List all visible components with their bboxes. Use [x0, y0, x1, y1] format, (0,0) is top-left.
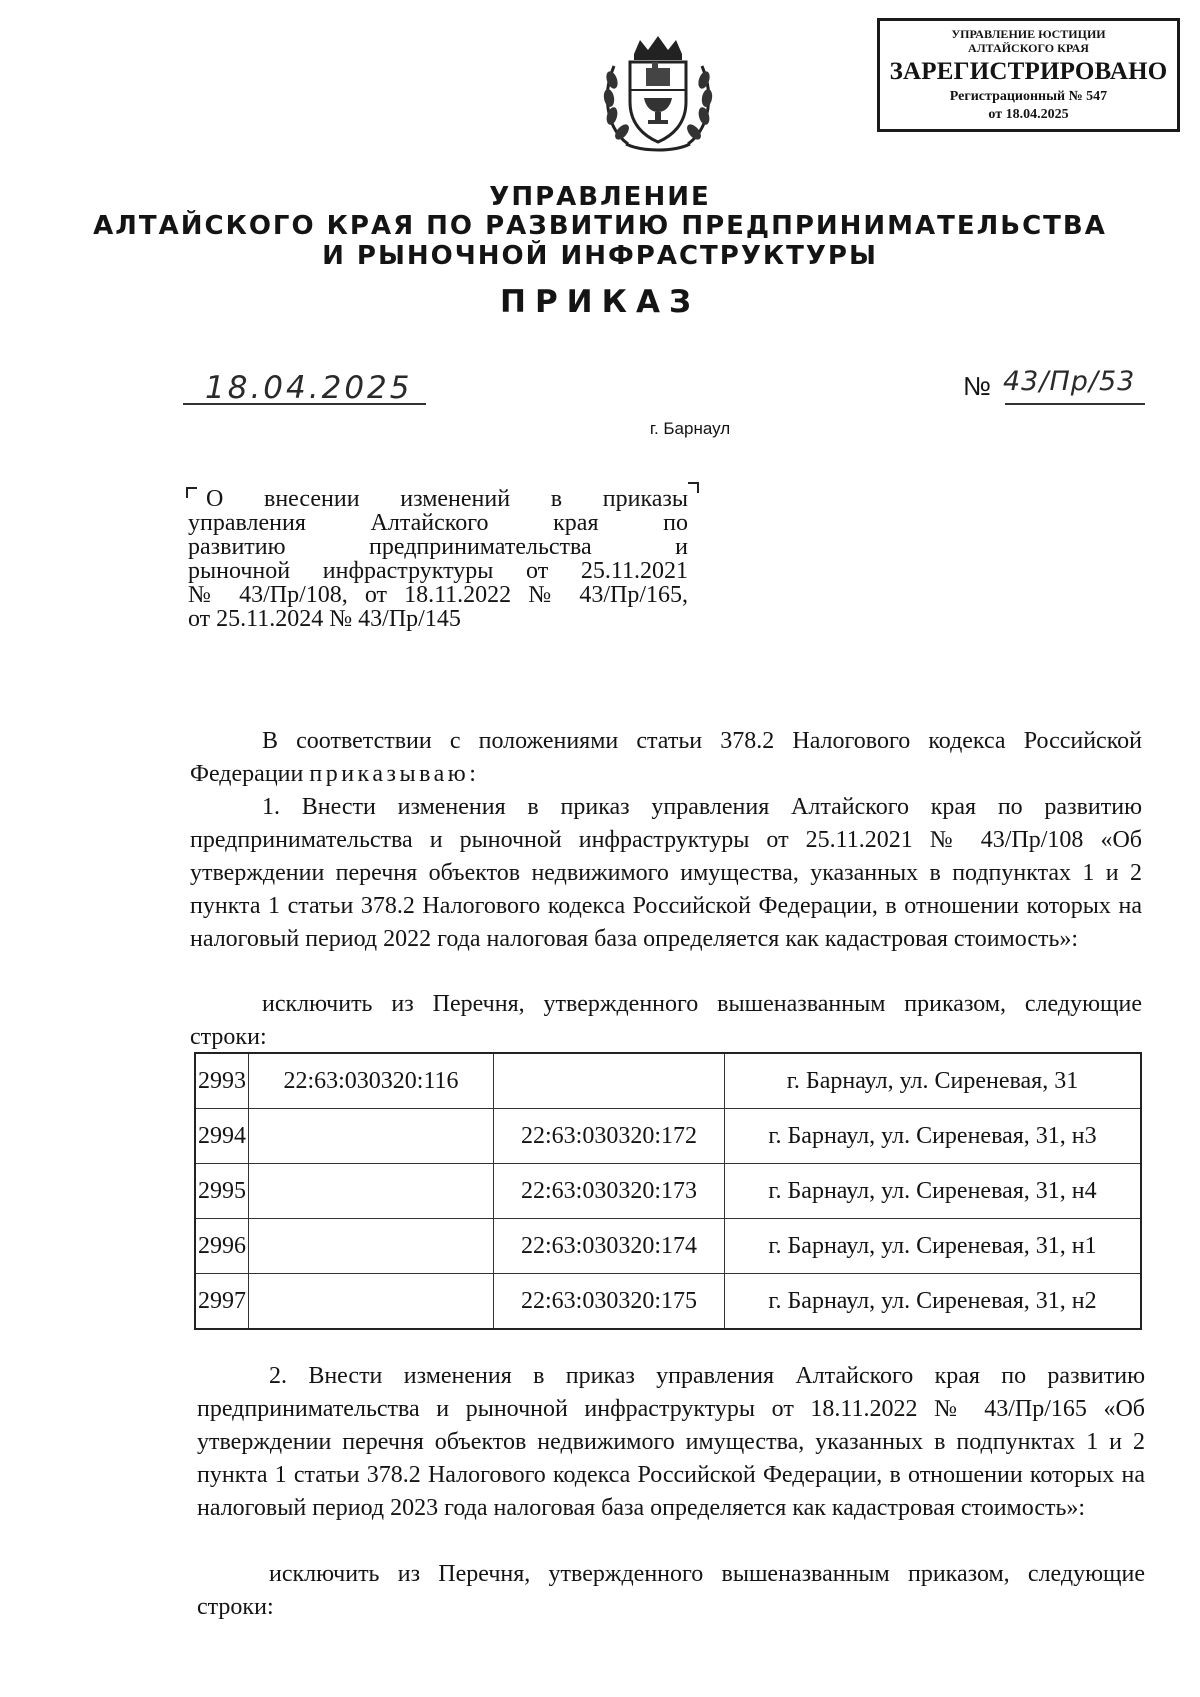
- number-sign: №: [963, 371, 991, 401]
- object-address: г. Барнаул, ул. Сиреневая, 31, н1: [725, 1219, 1142, 1274]
- building-cadastral-number: [249, 1274, 494, 1330]
- order-number: 43/Пр/53: [1003, 366, 1136, 397]
- row-number: 2994: [195, 1109, 249, 1164]
- title-line-3: развитию предпринимательства и: [188, 534, 688, 560]
- agency-name-line1: УПРАВЛЕНИЕ: [489, 182, 711, 212]
- order-date: 18.04.2025: [205, 370, 413, 406]
- table-row: [195, 1274, 1141, 1330]
- intro-text: В соответствии с положениями статьи 378.2 Налогового кодекса Российской Федерации: [190, 728, 1142, 787]
- row-number: 2996: [195, 1219, 249, 1274]
- object-address: г. Барнаул, ул. Сиреневая, 31, н4: [725, 1164, 1142, 1219]
- item-1-exclude-paragraph: исключить из Перечня, утвержденного вышеназванным приказом, следующие строки:: [190, 991, 1142, 1050]
- number-underline: [1005, 403, 1145, 405]
- title-line-6: от 25.11.2024 № 43/Пр/145: [188, 606, 461, 632]
- row-number: 2993: [195, 1053, 249, 1109]
- building-cadastral-number: [249, 1109, 494, 1164]
- excluded-rows-table: [194, 1052, 1142, 1330]
- agency-name-line3: И РЫНОЧНОЙ ИНФРАСТРУКТУРЫ: [322, 241, 878, 271]
- intro-colon: :: [469, 761, 476, 787]
- row-number: 2997: [195, 1274, 249, 1330]
- building-cadastral-number: 22:63:030320:116: [249, 1053, 494, 1109]
- city: г. Барнаул: [649, 419, 731, 438]
- building-cadastral-number: [249, 1219, 494, 1274]
- item-2-paragraph: 2. Внести изменения в приказ управления Алтайского края по развитию предпринимательства и рыночной инфраструктуры от 18.11.2022 № 43/Пр/165 «Об утверждении перечня объектов недвижимого имущества, указанных в подпунктах 1 и 2 пункта 1 статьи 378.2 Налогового кодекса Российской Федерации, в отношении которых на налоговый период 2023 года налоговая база определяется как кадастровая стоимость»:: [197, 1363, 1145, 1521]
- title-line-1: О внесении изменений в приказы: [206, 486, 688, 512]
- title-line-2: управления Алтайского края по: [188, 510, 688, 536]
- order-title: [188, 487, 688, 631]
- date-underline: [183, 403, 426, 405]
- document-type: ПРИКАЗ: [500, 284, 700, 320]
- room-cadastral-number: 22:63:030320:173: [494, 1164, 725, 1219]
- agency-name-line2: АЛТАЙСКОГО КРАЯ ПО РАЗВИТИЮ ПРЕДПРИНИМАТЕЛЬСТВА: [93, 211, 1107, 241]
- row-number: 2995: [195, 1164, 249, 1219]
- object-address: г. Барнаул, ул. Сиреневая, 31, н2: [725, 1274, 1142, 1330]
- room-cadastral-number: 22:63:030320:172: [494, 1109, 725, 1164]
- room-cadastral-number: 22:63:030320:175: [494, 1274, 725, 1330]
- table-row: [195, 1164, 1141, 1219]
- stamp-status: ЗАРЕГИСТРИРОВАНО: [889, 58, 1168, 85]
- table-row: [195, 1053, 1141, 1109]
- intro-order-word: приказываю: [309, 761, 470, 787]
- altai-krai-coat-of-arms-icon: [598, 32, 718, 156]
- intro-paragraph: [190, 725, 1142, 791]
- table-row: [195, 1219, 1141, 1274]
- corner-bracket-right-icon: [688, 482, 699, 493]
- stamp-reg-date: от 18.04.2025: [988, 107, 1069, 122]
- title-line-4: рыночной инфраструктуры от 25.11.2021: [188, 558, 688, 584]
- registration-stamp: [877, 18, 1180, 132]
- room-cadastral-number: [494, 1053, 725, 1109]
- table-row: [195, 1109, 1141, 1164]
- object-address: г. Барнаул, ул. Сиреневая, 31: [725, 1053, 1142, 1109]
- stamp-authority: УПРАВЛЕНИЕ ЮСТИЦИИ АЛТАЙСКОГО КРАЯ: [951, 27, 1106, 55]
- title-line-5: № 43/Пр/108, от 18.11.2022 № 43/Пр/165,: [188, 582, 688, 608]
- room-cadastral-number: 22:63:030320:174: [494, 1219, 725, 1274]
- building-cadastral-number: [249, 1164, 494, 1219]
- item-1-paragraph: 1. Внести изменения в приказ управления Алтайского края по развитию предпринимательства и рыночной инфраструктуры от 25.11.2021 № 43/Пр/108 «Об утверждении перечня объектов недвижимого имущества, указанных в подпунктах 1 и 2 пункта 1 статьи 378.2 Налогового кодекса Российской Федерации, в отношении которых на налоговый период 2022 года налоговая база определяется как кадастровая стоимость»:: [190, 794, 1142, 952]
- object-address: г. Барнаул, ул. Сиреневая, 31, н3: [725, 1109, 1142, 1164]
- coat-of-arms: [598, 32, 718, 156]
- item-2-exclude-paragraph: исключить из Перечня, утвержденного вышеназванным приказом, следующие строки:: [197, 1561, 1145, 1620]
- stamp-reg-number: Регистрационный № 547: [949, 89, 1108, 104]
